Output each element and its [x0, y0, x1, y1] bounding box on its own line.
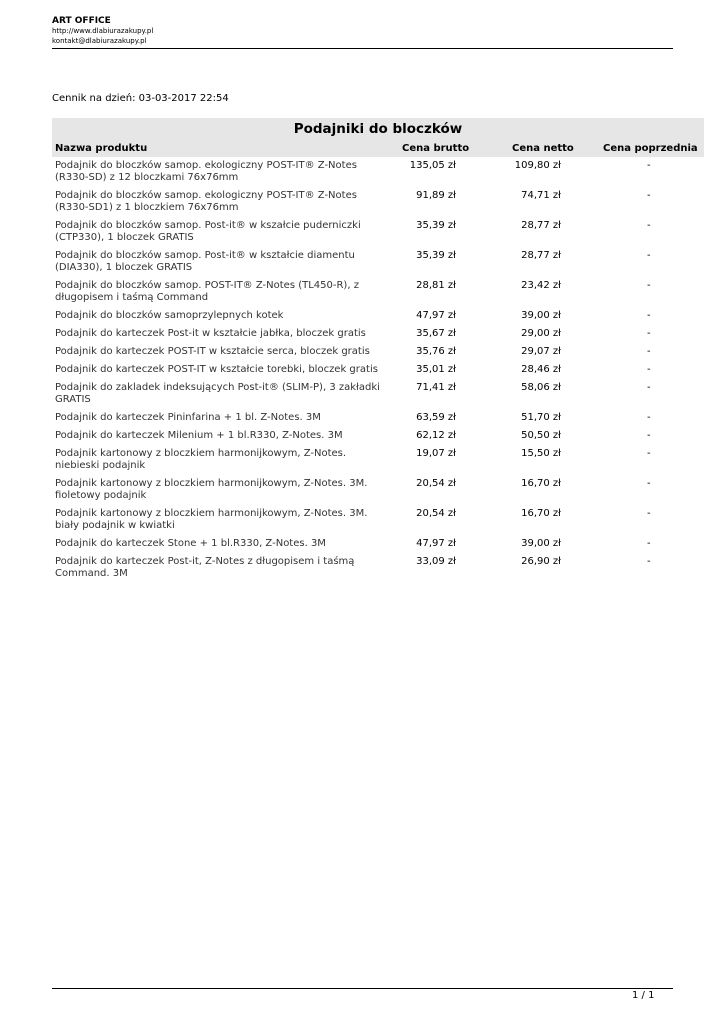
price-previous: - [647, 328, 651, 339]
price-netto: 58,06 zł [521, 382, 561, 393]
company-email: kontakt@dlabiurazakupy.pl [52, 36, 147, 45]
page-number: 1 / 1 [632, 990, 655, 1001]
table-row [52, 346, 704, 364]
footer-divider [52, 988, 673, 989]
price-brutto: 35,76 zł [416, 346, 456, 357]
price-previous: - [647, 412, 651, 423]
company-name: ART OFFICE [52, 16, 111, 26]
product-name: Podajnik kartonowy z bloczkiem harmonijkowym, Z-Notes. 3M. fioletowy podajnik [55, 478, 368, 501]
table-row [52, 310, 704, 328]
price-previous: - [647, 430, 651, 441]
column-header-previous: Cena poprzednia [603, 143, 698, 154]
price-netto: 50,50 zł [521, 430, 561, 441]
table-row [52, 556, 704, 586]
price-netto: 74,71 zł [521, 190, 561, 201]
product-name: Podajnik do bloczków samop. Post-it® w kszałcie puderniczki (CTP330), 1 bloczek GRATIS [55, 220, 361, 243]
product-name: Podajnik do bloczków samop. Post-it® w kształcie diamentu (DIA330), 1 bloczek GRATIS [55, 250, 355, 273]
product-name: Podajnik do bloczków samoprzylepnych kotek [55, 310, 284, 321]
price-netto: 39,00 zł [521, 538, 561, 549]
product-name: Podajnik do bloczków samop. POST-IT® Z-Notes (TL450-R), z długopisem i taśmą Command [55, 280, 359, 303]
price-netto: 29,07 zł [521, 346, 561, 357]
price-previous: - [647, 190, 651, 201]
price-netto: 51,70 zł [521, 412, 561, 423]
price-brutto: 35,39 zł [416, 250, 456, 261]
price-brutto: 33,09 zł [416, 556, 456, 567]
price-previous: - [647, 250, 651, 261]
price-previous: - [647, 346, 651, 357]
document-header [52, 16, 153, 46]
product-name: Podajnik do karteczek Post-it w kształcie jabłka, bloczek gratis [55, 328, 366, 339]
price-previous: - [647, 508, 651, 519]
product-name: Podajnik do karteczek Pininfarina + 1 bl. Z-Notes. 3M [55, 412, 321, 423]
column-header-name: Nazwa produktu [55, 143, 148, 154]
product-name: Podajnik do bloczków samop. ekologiczny POST-IT® Z-Notes (R330-SD1) z 1 bloczkiem 76x76mm [55, 190, 357, 213]
table-header-bar [52, 118, 704, 157]
price-netto: 16,70 zł [521, 508, 561, 519]
price-netto: 29,00 zł [521, 328, 561, 339]
price-brutto: 20,54 zł [416, 478, 456, 489]
price-table [52, 118, 704, 586]
company-website: http://www.dlabiurazakupy.pl [52, 27, 154, 35]
price-previous: - [647, 538, 651, 549]
product-name: Podajnik do zakladek indeksujących Post-it® (SLIM-P), 3 zakładki GRATIS [55, 382, 380, 405]
price-previous: - [647, 220, 651, 231]
price-netto: 109,80 zł [514, 160, 561, 171]
table-row [52, 328, 704, 346]
price-netto: 23,42 zł [521, 280, 561, 291]
price-brutto: 35,39 zł [416, 220, 456, 231]
table-row [52, 160, 704, 190]
price-previous: - [647, 382, 651, 393]
product-name: Podajnik kartonowy z bloczkiem harmonijkowym, Z-Notes. 3M. biały podajnik w kwiatki [55, 508, 368, 531]
table-row [52, 364, 704, 382]
price-brutto: 62,12 zł [416, 430, 456, 441]
price-netto: 28,46 zł [521, 364, 561, 375]
price-netto: 39,00 zł [521, 310, 561, 321]
table-row [52, 508, 704, 538]
table-row [52, 448, 704, 478]
price-previous: - [647, 280, 651, 291]
product-name: Podajnik do karteczek Post-it, Z-Notes z długopisem i taśmą Command. 3M [55, 556, 355, 579]
product-name: Podajnik kartonowy z bloczkiem harmonijkowym, Z-Notes. niebieski podajnik [55, 448, 347, 471]
table-title: Podajniki do bloczków [293, 121, 463, 137]
price-brutto: 135,05 zł [409, 160, 456, 171]
price-netto: 26,90 zł [521, 556, 561, 567]
table-row [52, 220, 704, 250]
price-brutto: 35,67 zł [416, 328, 456, 339]
price-brutto: 19,07 zł [416, 448, 456, 459]
product-name: Podajnik do karteczek POST-IT w kształcie serca, bloczek gratis [55, 346, 370, 357]
column-header-brutto: Cena brutto [402, 143, 470, 154]
price-previous: - [647, 478, 651, 489]
table-row [52, 412, 704, 430]
price-previous: - [647, 364, 651, 375]
price-brutto: 47,97 zł [416, 310, 456, 321]
product-name: Podajnik do bloczków samop. ekologiczny POST-IT® Z-Notes (R330-SD) z 12 bloczkami 76x76mm [55, 160, 357, 183]
product-name: Podajnik do karteczek Milenium + 1 bl.R330, Z-Notes. 3M [55, 430, 343, 441]
header-divider [52, 48, 673, 49]
product-name: Podajnik do karteczek POST-IT w kształcie torebki, bloczek gratis [55, 364, 378, 375]
price-brutto: 47,97 zł [416, 538, 456, 549]
table-row [52, 190, 704, 220]
column-header-netto: Cena netto [512, 143, 574, 154]
product-name: Podajnik do karteczek Stone + 1 bl.R330, Z-Notes. 3M [55, 538, 326, 549]
price-previous: - [647, 556, 651, 567]
price-brutto: 28,81 zł [416, 280, 456, 291]
table-body [52, 160, 704, 586]
table-row [52, 280, 704, 310]
price-previous: - [647, 310, 651, 321]
price-netto: 15,50 zł [521, 448, 561, 459]
price-list-date: Cennik na dzień: 03-03-2017 22:54 [52, 93, 229, 104]
price-netto: 16,70 zł [521, 478, 561, 489]
price-netto: 28,77 zł [521, 220, 561, 231]
table-row [52, 250, 704, 280]
price-brutto: 63,59 zł [416, 412, 456, 423]
price-brutto: 91,89 zł [416, 190, 456, 201]
price-previous: - [647, 448, 651, 459]
price-netto: 28,77 zł [521, 250, 561, 261]
price-brutto: 35,01 zł [416, 364, 456, 375]
table-row [52, 430, 704, 448]
price-brutto: 20,54 zł [416, 508, 456, 519]
table-row [52, 538, 704, 556]
table-row [52, 478, 704, 508]
price-previous: - [647, 160, 651, 171]
table-row [52, 382, 704, 412]
price-brutto: 71,41 zł [416, 382, 456, 393]
